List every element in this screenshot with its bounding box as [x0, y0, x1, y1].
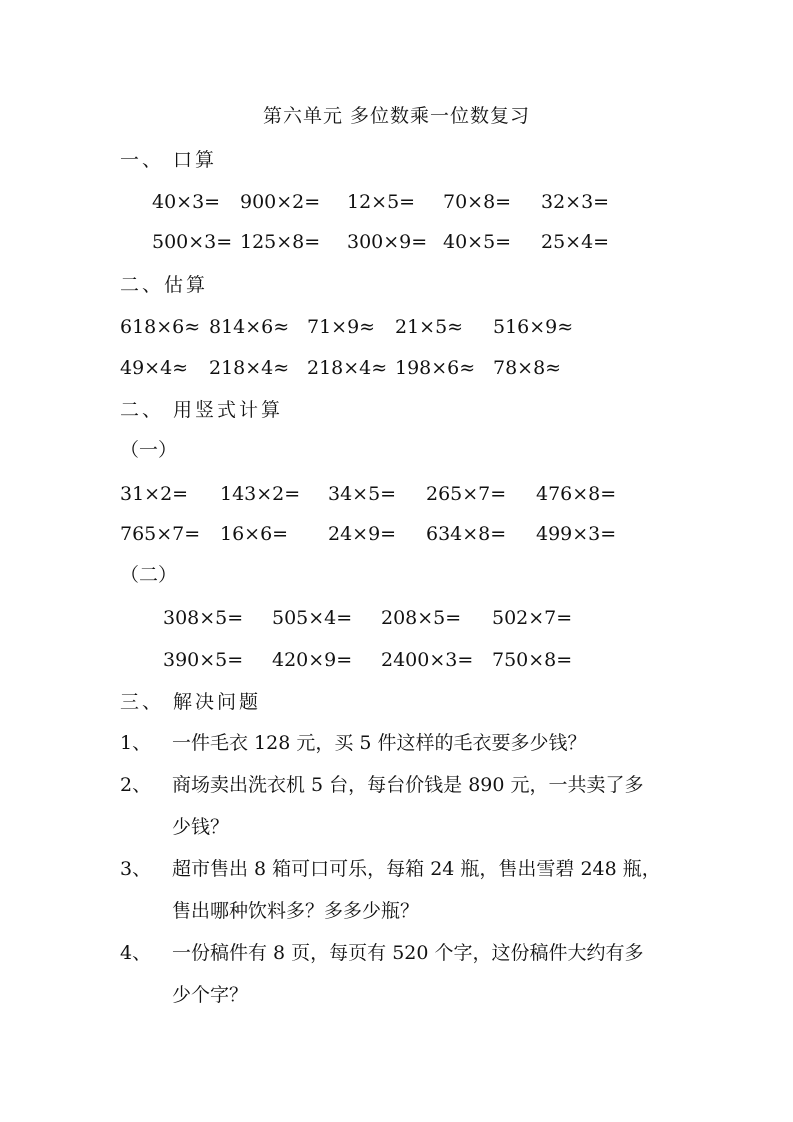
vertical-problem: 143×2= [220, 483, 301, 505]
vertical-part-2-label: （二） [120, 564, 178, 586]
vertical-problem: 505×4= [272, 607, 353, 629]
vertical-problem: 208×5= [381, 607, 462, 629]
problem-text: 商场卖出洗衣机 5 台，每台价钱是 890 元，一共卖了多 [172, 774, 644, 796]
section-heading-problems: 三、 解决问题 [120, 691, 262, 713]
problem-number: 1、 [120, 732, 152, 754]
section-heading-oral: 一、 口算 [120, 149, 218, 171]
estimate-problem: 516×9≈ [493, 316, 574, 338]
estimate-problem: 49×4≈ [120, 357, 189, 379]
estimate-problem: 198×6≈ [395, 357, 476, 379]
word-problem-4-continued [0, 983, 793, 1007]
vertical-part1-row-1 [0, 482, 793, 506]
problem-text: 超市售出 8 箱可口可乐，每箱 24 瓶，售出雪碧 248 瓶， [172, 858, 661, 880]
problem-number: 4、 [120, 942, 152, 964]
oral-problem: 32×3= [541, 191, 610, 213]
estimate-row-2 [0, 356, 793, 380]
estimate-row-1 [0, 315, 793, 339]
vertical-part1-row-2 [0, 522, 793, 546]
vertical-problem: 265×7= [426, 483, 507, 505]
vertical-problem: 24×9= [328, 523, 397, 545]
estimate-problem: 218×4≈ [209, 357, 290, 379]
vertical-problem: 634×8= [426, 523, 507, 545]
word-problem-3-continued [0, 899, 793, 923]
vertical-part-1-label: （一） [120, 439, 178, 461]
section-heading-vertical: 二、 用竖式计算 [120, 399, 284, 421]
problem-text-continued: 少个字？ [172, 984, 249, 1006]
vertical-problem: 34×5= [328, 483, 397, 505]
oral-row-1 [0, 190, 793, 214]
estimate-problem: 21×5≈ [395, 316, 464, 338]
oral-problem: 500×3= [152, 231, 233, 253]
vertical-problem: 390×5= [163, 649, 244, 671]
vertical-problem: 420×9= [272, 649, 353, 671]
oral-problem: 12×5= [347, 191, 416, 213]
estimate-problem: 814×6≈ [209, 316, 290, 338]
problem-text: 一件毛衣 128 元，买 5 件这样的毛衣要多少钱？ [172, 732, 587, 754]
estimate-problem: 78×8≈ [493, 357, 562, 379]
word-problem-2-continued [0, 815, 793, 839]
vertical-part2-row-2 [0, 648, 793, 672]
oral-problem: 40×3= [152, 191, 221, 213]
section-heading-estimate: 二、估算 [120, 274, 209, 296]
problem-text: 一份稿件有 8 页，每页有 520 个字，这份稿件大约有多 [172, 942, 644, 964]
page-title: 第六单元 多位数乘一位数复习 [262, 105, 531, 127]
oral-problem: 900×2= [240, 191, 321, 213]
vertical-problem: 476×8= [536, 483, 617, 505]
vertical-problem: 308×5= [163, 607, 244, 629]
oral-problem: 300×9= [347, 231, 428, 253]
vertical-part2-row-1 [0, 606, 793, 630]
vertical-problem: 16×6= [220, 523, 289, 545]
estimate-problem: 71×9≈ [307, 316, 376, 338]
word-problem-3 [0, 857, 793, 881]
word-problem-1 [0, 731, 793, 755]
problem-text-continued: 售出哪种饮料多？多多少瓶？ [172, 900, 420, 922]
vertical-problem: 502×7= [492, 607, 573, 629]
oral-problem: 25×4= [541, 231, 610, 253]
vertical-problem: 499×3= [536, 523, 617, 545]
oral-problem: 40×5= [443, 231, 512, 253]
vertical-problem: 31×2= [120, 483, 189, 505]
estimate-problem: 218×4≈ [307, 357, 388, 379]
oral-problem: 125×8= [240, 231, 321, 253]
oral-row-2 [0, 230, 793, 254]
word-problem-2 [0, 773, 793, 797]
oral-problem: 70×8= [443, 191, 512, 213]
estimate-problem: 618×6≈ [120, 316, 201, 338]
vertical-problem: 750×8= [492, 649, 573, 671]
problem-text-continued: 少钱？ [172, 816, 230, 838]
word-problem-4 [0, 941, 793, 965]
vertical-problem: 2400×3= [381, 649, 474, 671]
problem-number: 2、 [120, 774, 152, 796]
problem-number: 3、 [120, 858, 152, 880]
vertical-problem: 765×7= [120, 523, 201, 545]
